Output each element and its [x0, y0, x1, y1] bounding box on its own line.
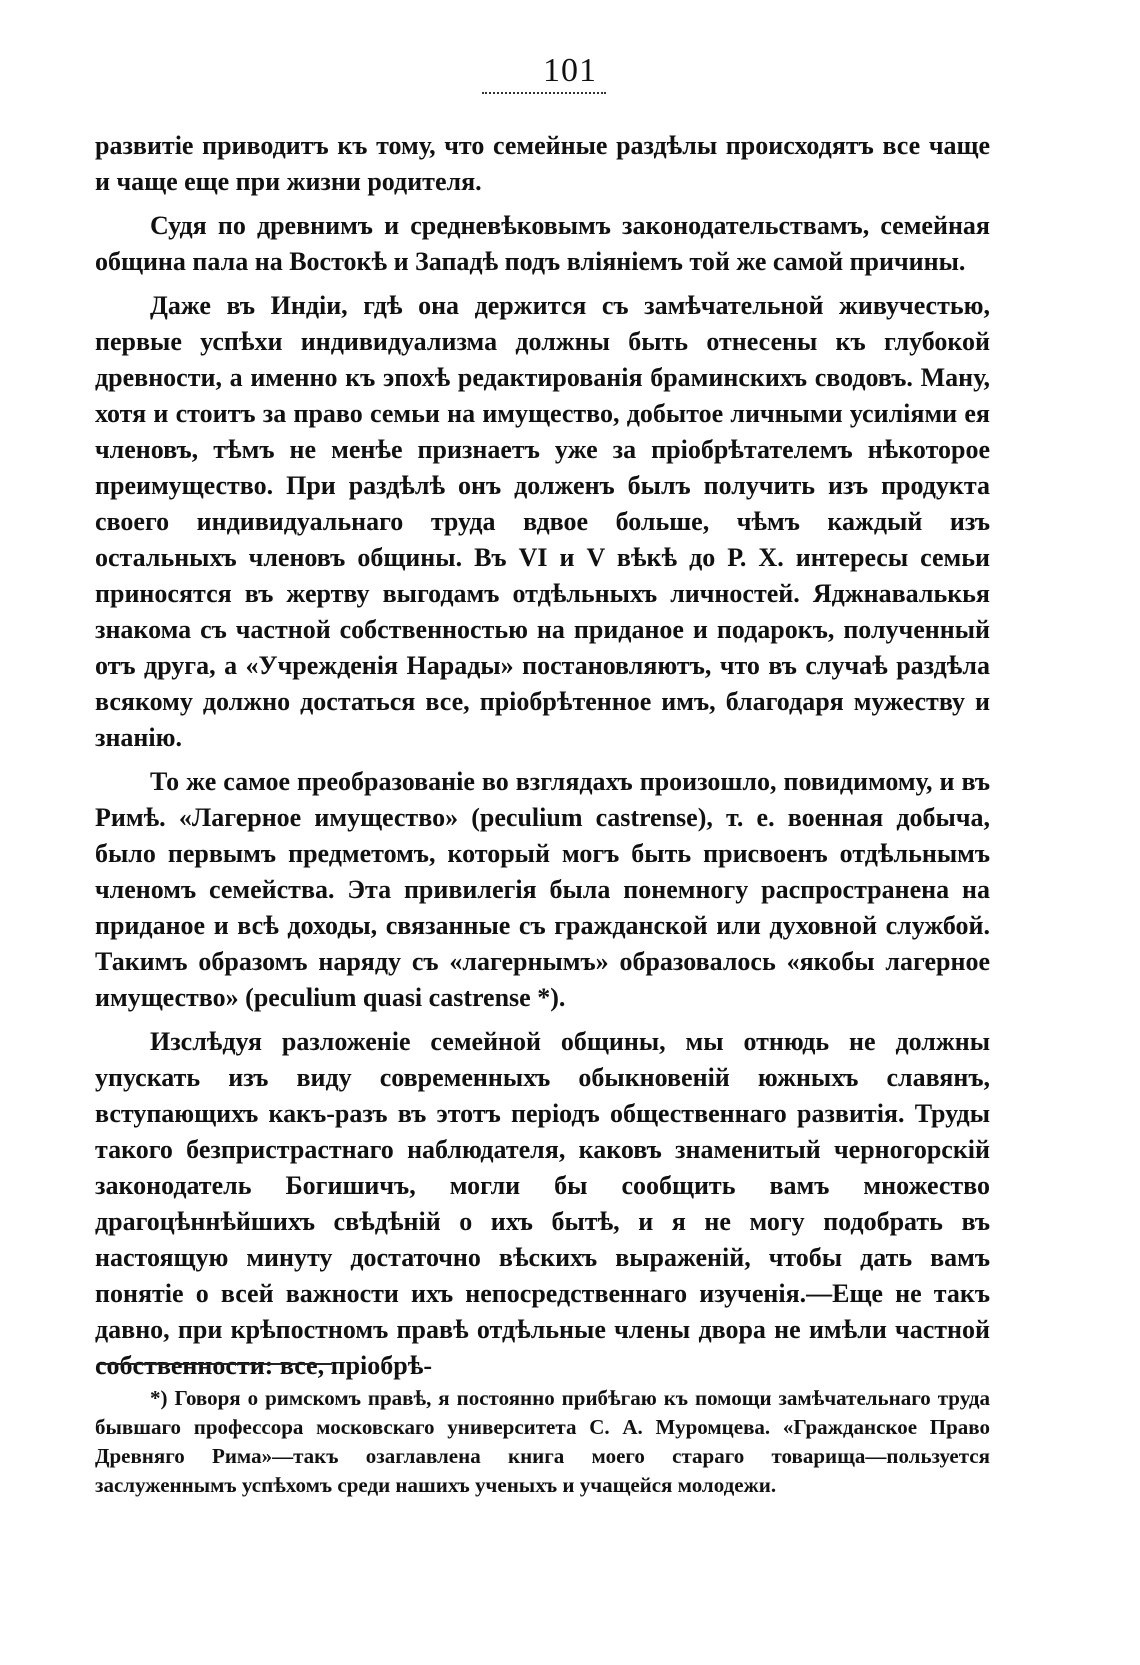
paragraph-legislation: Судя по древнимъ и средневѣковымъ законодательствамъ, семейная община пала на Востокѣ и Западѣ подъ вліяніемъ той же самой причины. — [95, 211, 990, 276]
page-number-rule — [482, 92, 606, 94]
footnote-separator — [100, 1363, 332, 1365]
paragraph-continuation: развитіе приводитъ къ тому, что семейные раздѣлы происходятъ все чаще и чаще еще при жизни родителя. — [95, 131, 990, 196]
paragraph-india: Даже въ Индіи, гдѣ она держится съ замѣчательной живучестью, первые успѣхи индивидуализма должны быть отнесены къ глубокой древности, а именно къ эпохѣ редактированія браминскихъ сводовъ. Ману, хотя и стоитъ за право семьи на имущество, добытое личными усиліями ея членовъ, тѣмъ не менѣе признаетъ уже за пріобрѣтателемъ нѣкоторое преимущество. При раздѣлѣ онъ долженъ былъ получить изъ продукта своего индивидуальнаго труда вдвое больше, чѣмъ каждый изъ остальныхъ членовъ общины. Въ VI и V вѣкѣ до Р. X. интересы семьи приносятся въ жертву выгодамъ отдѣльныхъ личностей. Яджнавалькья знакома съ частной собственностью на приданое и подарокъ, полученный отъ друга, а «Учрежденія Нарады» постановляютъ, что въ случаѣ раздѣла всякому должно достаться все, пріобрѣтенное имъ, благодаря мужеству и знанію. — [95, 291, 990, 752]
paragraph-slavs: Изслѣдуя разложеніе семейной общины, мы отнюдь не должны упускать изъ виду современныхъ обыкновеній южныхъ славянъ, вступающихъ какъ-разъ въ этотъ періодъ общественнаго развитія. Труды такого безпристрастнаго наблюдателя, каковъ знаменитый черногорскій законодатель Богишичъ, могли бы сообщить вамъ множество драгоцѣннѣйшихъ свѣдѣній о ихъ бытѣ, и я не могу подобрать въ настоящую минуту достаточно вѣскихъ выраженій, чтобы дать вамъ понятіе о всей важности ихъ непосредственнаго изученія.—Еще не такъ давно, при крѣпостномъ правѣ отдѣльные члены двора не имѣли частной собственности: все, пріобрѣ- — [95, 1027, 990, 1380]
paragraph-rome: То же самое преобразованіе во взглядахъ произошло, повидимому, и въ Римѣ. «Лагерное имущество» (peculium castrense), т. е. военная добыча, было первымъ предметомъ, который могъ быть присвоенъ отдѣльнымъ членомъ семейства. Эта привилегія была понемногу распространена на приданое и всѣ доходы, связанные съ гражданской или духовной службой. Такимъ образомъ наряду съ «лагернымъ» образовалось «якобы лагерное имущество» (peculium quasi castrense *). — [95, 767, 990, 1012]
footnote: *) Говоря о римскомъ правѣ, я постоянно прибѣгаю къ помощи замѣчательнаго труда бывшаго профессора московскаго университета С. А. Муромцева. «Гражданское Право Древняго Рима»—такъ озаглавлена книга моего стараго товарища—пользуется заслуженнымъ успѣхомъ среди нашихъ ученыхъ и учащейся молодежи. — [95, 1386, 990, 1497]
page-number: 101 — [543, 52, 597, 89]
body-text — [95, 128, 990, 1392]
